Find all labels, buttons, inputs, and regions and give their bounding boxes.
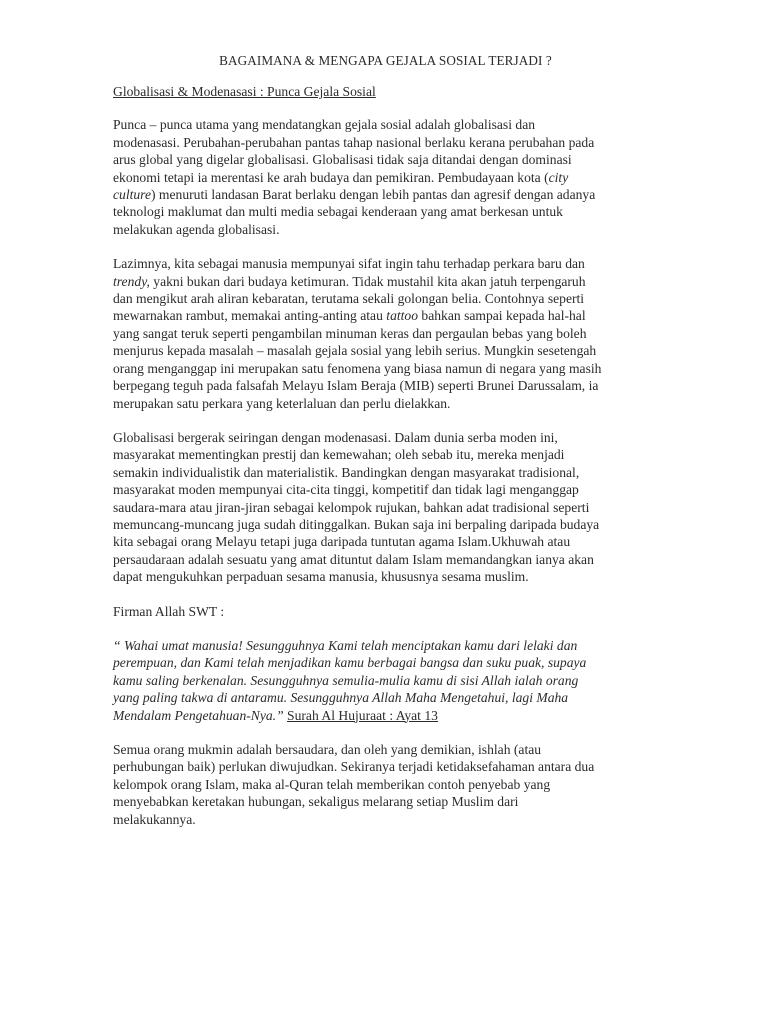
quote-line: perempuan, dan Kami telah menjadikan kamu berbagai bangsa dan suku puak, supaya [113,655,587,671]
text-line: menjurus kepada masalah – masalah gejala sosial yang lebih serius. Mungkin sesetengah [113,343,597,359]
quote-line: kamu saling berkenalan. Sesungguhnya semulia-mulia kamu di sisi Allah ialah orang [113,672,579,688]
text-segment: ekonomi tetapi ia merentasi ke arah budaya dan pemikiran. Pembudayaan kota ( [113,169,549,185]
text-line: Lazimnya, kita sebagai manusia mempunyai sifat ingin tahu terhadap perkara baru dan [113,256,585,272]
text-line: memuncang-muncang juga sudah ditinggalkan. Bukan saja ini berpaling daripada budaya [113,516,600,532]
text-line: saudara-mara atau jiran-jiran sebagai kelompok rujukan, bahkan adat tradisional seperti [113,499,590,515]
text-line [113,273,658,290]
text-line: modenasasi. Perubahan-perubahan pantas tahap nasional berlaku kerana perubahan pada [113,134,595,150]
paragraph-globalisasi [113,116,658,238]
quote-line: “ Wahai umat manusia! Sesungguhnya Kami telah menciptakan kamu dari lelaki dan [113,637,578,653]
text-line: dan mengikut arah aliran kebaratan, terutama sekali golongan belia. Contohnya seperti [113,291,585,307]
paragraph-lazimnya [113,255,658,412]
italic-term: tattoo [386,308,419,324]
text-line: melakukan agenda globalisasi. [113,221,280,237]
text-line: Firman Allah SWT : [113,603,225,619]
text-line [113,307,658,324]
text-line: Semua orang mukmin adalah bersaudara, dan oleh yang demikian, ishlah (atau [113,742,542,757]
paragraph-modenasasi [113,429,658,586]
quote-line: yang paling takwa di antaramu. Sesungguhnya Allah Maha Mengetahui, lagi Maha [113,690,569,706]
document-page [113,52,658,845]
firman-label [113,603,658,620]
text-line: Punca – punca utama yang mendatangkan gejala sosial adalah globalisasi dan [113,117,536,133]
quote-text: Mendalam Pengetahuan-Nya.” [113,707,288,723]
quran-quote [113,637,658,724]
text-line: kita sebagai orang Melayu tetapi juga daripada tuntutan agama Islam.Ukhuwah atau [113,534,571,550]
text-line [113,169,658,186]
text-line: masyarakat mementingkan prestij dan kemewahan; oleh sebab itu, mereka menjadi [113,447,565,463]
text-line: orang menganggap ini merupakan satu fenomena yang biasa namun di negara yang masih [113,360,602,376]
text-line: merupakan satu perkara yang keterlaluan dan perlu dielakkan. [113,395,451,411]
text-line: Globalisasi bergerak seiringan dengan modenasasi. Dalam dunia serba moden ini, [113,429,558,445]
text-line: yang sangat teruk seperti pengambilan minuman keras dan pergaulan bebas yang boleh [113,325,587,341]
text-line: dapat mengukuhkan perpaduan sesama manusia, khususnya sesama muslim. [113,569,529,585]
text-line: teknologi maklumat dan multi media sebagai kenderaan yang amat berkesan untuk [113,204,563,220]
paragraph-ishlah [113,741,658,828]
section-heading: Globalisasi & Modenasasi : Punca Gejala Sosial [113,84,376,99]
italic-term: trendy, [113,273,150,289]
text-line: melakukannya. [113,811,196,827]
text-line: masyarakat moden mempunyai cita-cita tinggi, kompetitif dan tidak lagi menganggap [113,482,579,498]
text-segment: yakni bukan dari budaya ketimuran. Tidak mustahil kita akan jatuh terpengaruh [149,273,586,289]
quote-line [113,707,658,724]
text-line: kelompok orang Islam, maka al-Quran telah memberikan contoh penyebab yang [113,776,551,792]
text-segment: mewarnakan rambut, memakai anting-anting atau [113,308,387,324]
text-line: perhubungan baik) perlukan diwujudkan. Sekiranya terjadi ketidaksefahaman antara dua [113,759,595,775]
quote-reference: Surah Al Hujuraat : Ayat 13 [287,707,438,723]
page-title: BAGAIMANA & MENGAPA GEJALA SOSIAL TERJADI ? [219,53,552,68]
text-line: semakin individualistik dan materialistik. Bandingkan dengan masyarakat tradisional, [113,464,580,480]
text-line [113,186,658,203]
text-line: arus global yang digelar globalisasi. Globalisasi tidak saja ditandai dengan dominasi [113,152,572,168]
text-segment: ) menuruti landasan Barat berlaku dengan lebih pantas dan agresif dengan adanya [151,187,596,203]
italic-term: city [548,169,569,185]
text-line: menyebabkan keretakan hubungan, sekaligus melarang setiap Muslim dari [113,794,519,810]
text-line: berpegang teguh pada falsafah Melayu Islam Beraja (MIB) seperti Brunei Darussalam, ia [113,378,599,394]
text-line: persaudaraan adalah sesuatu yang amat dituntut dalam Islam memandangkan ianya akan [113,551,594,567]
text-segment: bahkan sampai kepada hal-hal [418,308,586,324]
italic-term: culture [113,187,151,203]
